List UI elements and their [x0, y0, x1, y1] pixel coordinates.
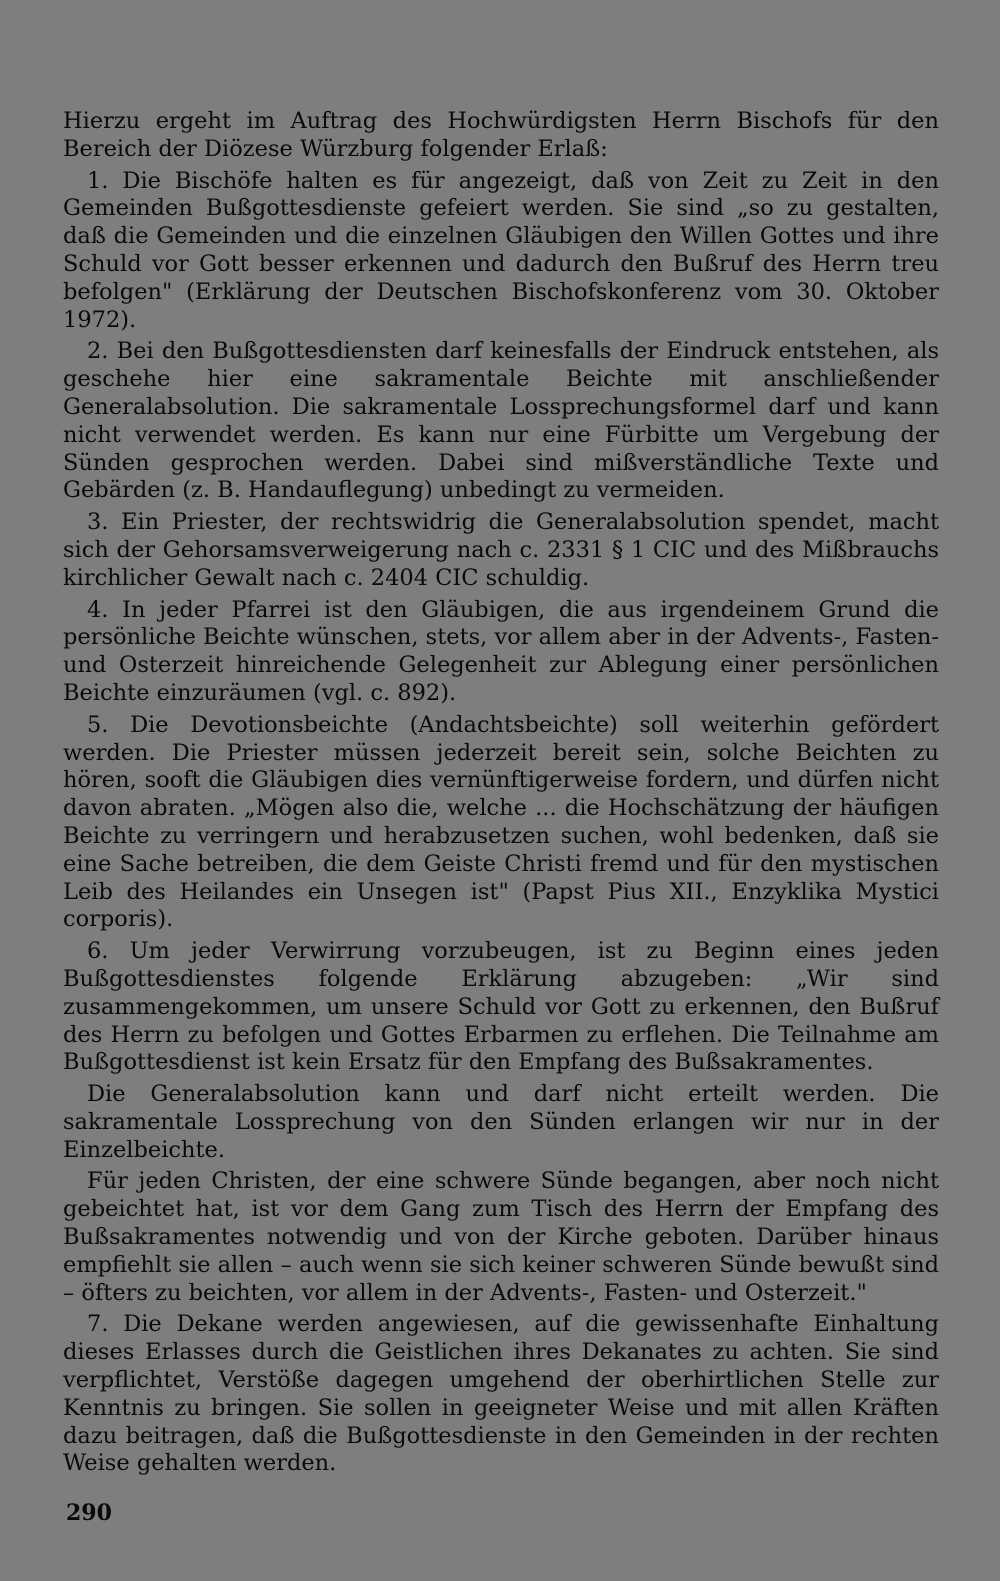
paragraph-6-absolution: Die Generalabsolution kann und darf nicht erteilt werden. Die sakramentale Lossprechung von den Sünden erlangen wir nur in der Einzelbeichte.	[63, 1081, 939, 1163]
paragraph-6-christians: Für jeden Christen, der eine schwere Sünde begangen, aber noch nicht gebeichtet hat, ist vor dem Gang zum Tisch des Herrn der Empfang des Bußsakramentes notwendig und von der Kirche geboten. Darüber hinaus empfiehlt sie allen – auch wenn sie sich keiner schweren Sünde bewußt sind – öfters zu beichten, vor allem in der Advents-, Fasten- und Osterzeit."	[63, 1168, 939, 1306]
paragraph-1: 1. Die Bischöfe halten es für angezeigt, daß von Zeit zu Zeit in den Gemeinden Bußgottesdienste gefeiert werden. Sie sind „so zu gestalten, daß die Gemeinden und die einzelnen Gläubigen den Willen Gottes und ihre Schuld vor Gott besser erkennen und dadurch den Bußruf des Herrn treu befolgen" (Erklärung der Deutschen Bischofskonferenz vom 30. Oktober 1972).	[63, 167, 939, 333]
paragraph-6: 6. Um jeder Verwirrung vorzubeugen, ist zu Beginn eines jeden Bußgottesdienstes folgende Erklärung abzugeben: „Wir sind zusammengekommen, um unsere Schuld vor Gott zu erkennen, den Bußruf des Herrn zu befolgen und Gottes Erbarmen zu erflehen. Die Teilnahme am Bußgottesdienst ist kein Ersatz für den Empfang des Bußsakramentes.	[63, 938, 939, 1076]
paragraph-7: 7. Die Dekane werden angewiesen, auf die gewissenhafte Einhaltung dieses Erlasses durch die Geistlichen ihres Dekanates zu achten. Sie sind verpflichtet, Verstöße dagegen umgehend der oberhirtlichen Stelle zur Kenntnis zu bringen. Sie sollen in geeigneter Weise und mit allen Kräften dazu beitragen, daß die Bußgottesdienste in den Gemeinden in der rechten Weise gehalten werden.	[63, 1311, 939, 1477]
paragraph-5: 5. Die Devotionsbeichte (Andachtsbeichte) soll weiterhin gefördert werden. Die Priester müssen jederzeit bereit sein, solche Beichten zu hören, sooft die Gläubigen dies vernünftigerweise fordern, und dürfen nicht davon abraten. „Mögen also die, welche ... die Hochschätzung der häufigen Beichte zu verringern und herabzusetzen suchen, wohl bedenken, daß sie eine Sache betreiben, die dem Geiste Christi fremd und für den mystischen Leib des Heilandes ein Unsegen ist" (Papst Pius XII., Enzyklika Mystici corporis).	[63, 711, 939, 933]
paragraph-2: 2. Bei den Bußgottesdiensten darf keinesfalls der Eindruck entstehen, als geschehe hier eine sakramentale Beichte mit anschließender Generalabsolution. Die sakramentale Lossprechungsformel darf und kann nicht verwendet werden. Es kann nur eine Fürbitte um Vergebung der Sünden gesprochen werden. Dabei sind mißverständliche Texte und Gebärden (z. B. Handauflegung) unbedingt zu vermeiden.	[63, 338, 939, 504]
document-body	[63, 108, 939, 1482]
page-number: 290	[66, 1500, 112, 1526]
paragraph-4: 4. In jeder Pfarrei ist den Gläubigen, die aus irgendeinem Grund die persönliche Beichte wünschen, stets, vor allem aber in der Advents-, Fasten- und Osterzeit hinreichende Gelegenheit zur Ablegung einer persönlichen Beichte einzuräumen (vgl. c. 892).	[63, 596, 939, 706]
paragraph-intro: Hierzu ergeht im Auftrag des Hochwürdigsten Herrn Bischofs für den Bereich der Diözese Würzburg folgender Erlaß:	[63, 108, 939, 162]
paragraph-3: 3. Ein Priester, der rechtswidrig die Generalabsolution spendet, macht sich der Gehorsamsverweigerung nach c. 2331 § 1 CIC und des Mißbrauchs kirchlicher Gewalt nach c. 2404 CIC schuldig.	[63, 509, 939, 591]
